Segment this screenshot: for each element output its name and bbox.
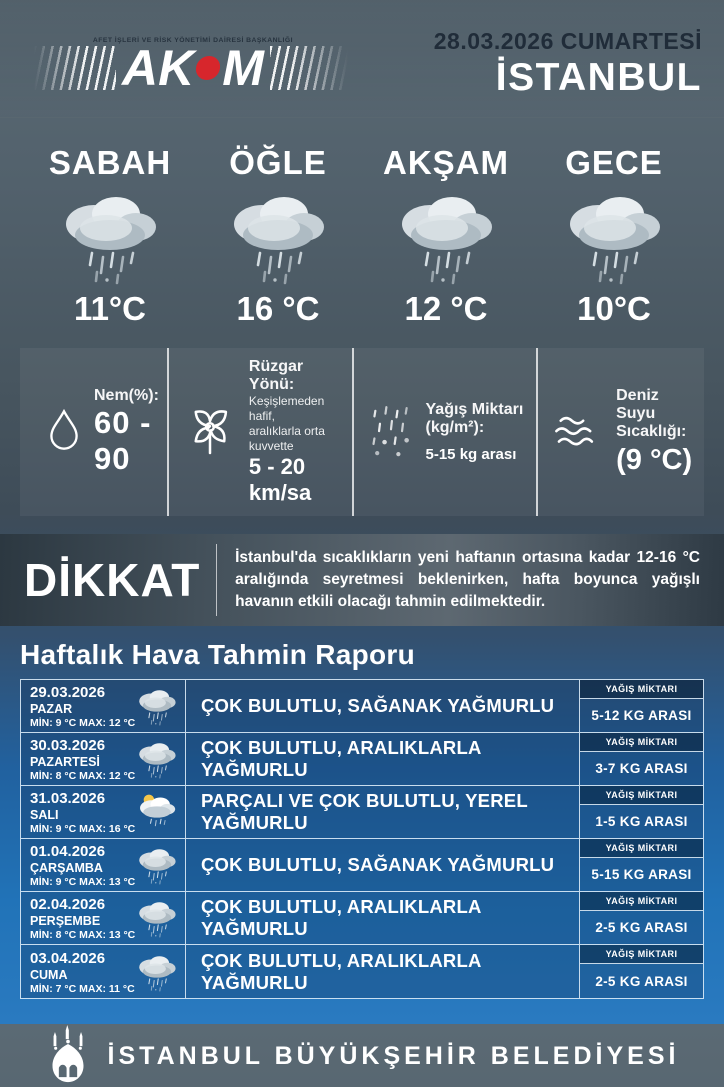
ibb-municipality-logo-icon: [45, 1025, 91, 1087]
forecast-description: ÇOK BULUTLU, ARALIKLARLA YAĞMURLU: [185, 945, 580, 998]
forecast-date: 01.04.2026: [30, 843, 177, 860]
sea-temperature-title: Deniz Suyu Sıcaklığı:: [616, 387, 696, 441]
amount-value: 2-5 KG ARASI: [580, 911, 703, 944]
weekly-forecast-row: [21, 680, 703, 733]
department-title: AFET İŞLERİ VE RİSK YÖNETİMİ DAİRESİ BAŞKANLIĞI: [34, 37, 352, 44]
humidity-value: 60 - 90: [94, 405, 159, 477]
amount-header: YAĞIŞ MİKTARI: [580, 839, 703, 858]
rain-cloud-icon: [213, 184, 343, 288]
period-label: ÖĞLE: [194, 144, 362, 182]
forecast-day-name: PAZARTESİ: [30, 755, 177, 769]
amount-value: 3-7 KG ARASI: [580, 752, 703, 785]
rain-cloud-icon: [45, 184, 175, 288]
day-periods: [0, 118, 724, 328]
weekly-forecast-row: [21, 733, 703, 786]
akom-logo-ak: AK: [122, 46, 194, 91]
warning-label: DİKKAT: [24, 553, 200, 607]
period-night: [530, 144, 698, 328]
period-evening: [362, 144, 530, 328]
forecast-amount-cell: [580, 839, 703, 891]
forecast-min-max: MİN: 9 °C MAX: 13 °C: [30, 876, 177, 888]
weekly-forecast-table: [20, 679, 704, 999]
header-right: [434, 28, 704, 100]
weekly-forecast-row: [21, 945, 703, 998]
forecast-date-cell: [21, 892, 185, 944]
forecast-day-name: ÇARŞAMBA: [30, 861, 177, 875]
warning-divider: [216, 544, 217, 616]
forecast-date-cell: [21, 839, 185, 891]
forecast-date-cell: [21, 733, 185, 785]
rain-cloud-icon: [549, 184, 679, 288]
period-temperature: 10°C: [530, 290, 698, 328]
period-temperature: 12 °C: [362, 290, 530, 328]
forecast-min-max: MİN: 8 °C MAX: 12 °C: [30, 770, 177, 782]
period-label: SABAH: [26, 144, 194, 182]
wind-value: 5 - 20 km/sa: [249, 454, 344, 506]
period-temperature: 11°C: [26, 290, 194, 328]
forecast-date: 30.03.2026: [30, 737, 177, 754]
forecast-date-cell: [21, 945, 185, 998]
forecast-day-name: SALI: [30, 808, 177, 822]
akom-logo-m: M: [222, 46, 264, 91]
amount-header: YAĞIŞ MİKTARI: [580, 786, 703, 805]
forecast-weather-icon: [132, 844, 182, 886]
amount-header: YAĞIŞ MİKTARI: [580, 680, 703, 699]
forecast-description: ÇOK BULUTLU, SAĞANAK YAĞMURLU: [185, 839, 580, 891]
forecast-day-name: PERŞEMBE: [30, 914, 177, 928]
forecast-min-max: MİN: 7 °C MAX: 11 °C: [30, 983, 177, 995]
warning-text: İstanbul'da sıcaklıkların yeni haftanın ortasına kadar 12-16 °C aralığında seyretmesi beklenirken, hafta boyunca yağışlı havanın etkili olacağı tahmin edilmektedir.: [235, 547, 700, 613]
forecast-amount-cell: [580, 733, 703, 785]
forecast-description: ÇOK BULUTLU, SAĞANAK YAĞMURLU: [185, 680, 580, 732]
city-title: İSTANBUL: [434, 56, 702, 100]
precipitation-value: 5-15 kg arası: [426, 446, 529, 463]
forecast-weather-icon: [132, 791, 182, 833]
akom-logo-text: [116, 46, 270, 91]
forecast-weather-icon: [132, 951, 182, 993]
forecast-min-max: MİN: 9 °C MAX: 16 °C: [30, 823, 177, 835]
forecast-date: 02.04.2026: [30, 896, 177, 913]
forecast-date: 29.03.2026: [30, 684, 177, 701]
forecast-amount-cell: [580, 892, 703, 944]
forecast-date: 03.04.2026: [30, 950, 177, 967]
akom-stripes-left-icon: [34, 46, 116, 90]
wind-title: Rüzgar Yönü:: [249, 358, 344, 394]
sea-temperature-value: (9 °C): [616, 444, 696, 477]
weekly-forecast-title: Haftalık Hava Tahmin Raporu: [20, 639, 704, 671]
weekly-forecast-row: [21, 892, 703, 945]
warning-band: [0, 534, 724, 626]
forecast-description: ÇOK BULUTLU, ARALIKLARLA YAĞMURLU: [185, 733, 580, 785]
humidity-section: [20, 348, 167, 516]
forecast-amount-cell: [580, 945, 703, 998]
akom-stripes-right-icon: [270, 46, 352, 90]
water-drop-icon: [46, 407, 82, 457]
period-noon: [194, 144, 362, 328]
amount-value: 5-12 KG ARASI: [580, 699, 703, 732]
forecast-description: ÇOK BULUTLU, ARALIKLARLA YAĞMURLU: [185, 892, 580, 944]
precipitation-title: Yağış Miktarı (kg/m²):: [426, 401, 529, 437]
period-morning: [26, 144, 194, 328]
forecast-date-cell: [21, 680, 185, 732]
forecast-day-name: PAZAR: [30, 702, 177, 716]
forecast-min-max: MİN: 9 °C MAX: 12 °C: [30, 717, 177, 729]
waves-icon: [552, 410, 604, 454]
amount-header: YAĞIŞ MİKTARI: [580, 733, 703, 752]
amount-value: 1-5 KG ARASI: [580, 805, 703, 838]
weekly-forecast-row: [21, 786, 703, 839]
amount-header: YAĞIŞ MİKTARI: [580, 892, 703, 911]
municipality-name: İSTANBUL BÜYÜKŞEHİR BELEDİYESİ: [108, 1042, 680, 1071]
forecast-date: 31.03.2026: [30, 790, 177, 807]
forecast-weather-icon: [132, 897, 182, 939]
humidity-title: Nem(%):: [94, 387, 159, 405]
pinwheel-icon: [183, 401, 237, 463]
forecast-amount-cell: [580, 680, 703, 732]
footer: [0, 1025, 724, 1087]
akom-red-o-icon: [195, 56, 222, 80]
wind-section: [167, 348, 352, 516]
forecast-description: PARÇALI VE ÇOK BULUTLU, YEREL YAĞMURLU: [185, 786, 580, 838]
forecast-date-cell: [21, 786, 185, 838]
rain-cloud-icon: [381, 184, 511, 288]
wind-subtitle-2: aralıklarla orta kuvvette: [249, 424, 344, 454]
amount-header: YAĞIŞ MİKTARI: [580, 945, 703, 964]
conditions-strip: [20, 348, 704, 516]
amount-value: 2-5 KG ARASI: [580, 964, 703, 998]
forecast-day-name: CUMA: [30, 968, 177, 982]
report-date: 28.03.2026 CUMARTESİ: [434, 28, 702, 55]
header: [0, 0, 724, 118]
akom-logo: [34, 37, 352, 91]
sea-temperature-section: [536, 348, 704, 516]
forecast-weather-icon: [132, 738, 182, 780]
wind-subtitle-1: Keşişlemeden hafif,: [249, 394, 344, 424]
forecast-weather-icon: [132, 685, 182, 727]
precipitation-section: [352, 348, 537, 516]
period-label: GECE: [530, 144, 698, 182]
forecast-amount-cell: [580, 786, 703, 838]
rain-shower-icon: [368, 403, 414, 461]
amount-value: 5-15 KG ARASI: [580, 858, 703, 891]
weekly-forecast-row: [21, 839, 703, 892]
period-temperature: 16 °C: [194, 290, 362, 328]
forecast-min-max: MİN: 8 °C MAX: 13 °C: [30, 929, 177, 941]
period-label: AKŞAM: [362, 144, 530, 182]
